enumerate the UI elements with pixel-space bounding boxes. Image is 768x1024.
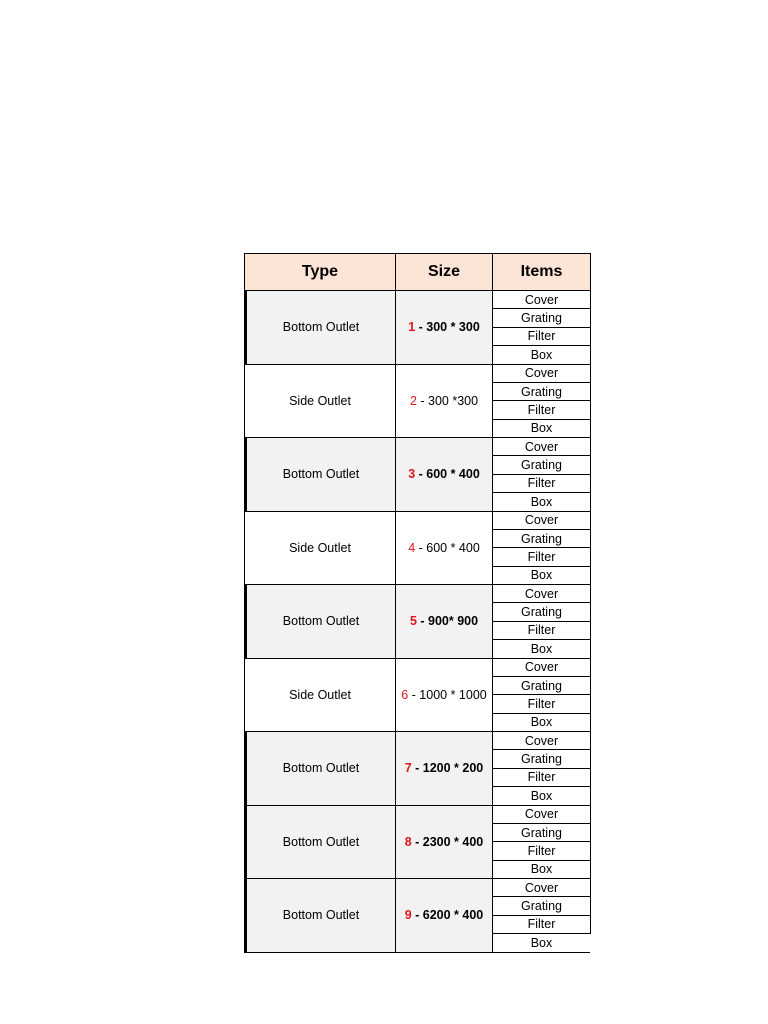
size-dimensions: - 300 * 300 [415, 320, 480, 335]
product-table [244, 253, 591, 950]
size-cell [396, 438, 493, 511]
item-cover: Cover [493, 659, 590, 677]
item-filter: Filter [493, 328, 590, 346]
size-dimensions: - 600 * 400 [415, 540, 480, 555]
item-grating: Grating [493, 530, 590, 548]
size-cell [396, 732, 493, 805]
item-box: Box [530, 421, 553, 436]
item-filter: Filter [493, 916, 590, 934]
type-cell: Bottom Outlet [247, 438, 396, 511]
type-cell: Side Outlet [245, 659, 396, 732]
items-cell [493, 585, 590, 658]
item-filter: Filter [493, 842, 590, 860]
size-dimensions: - 1000 * 1000 [408, 687, 487, 702]
size-dimensions: - 2300 * 400 [411, 834, 484, 849]
item-grating: Grating [493, 383, 590, 401]
item-cover: Cover [493, 585, 590, 603]
size-dimensions: - 6200 * 400 [411, 908, 484, 923]
size-dimensions: - 300 *300 [416, 393, 479, 408]
table-header [244, 253, 590, 291]
items-cell [493, 806, 590, 879]
items-cell [493, 512, 590, 585]
type-cell: Bottom Outlet [247, 732, 396, 805]
table-row [244, 732, 590, 806]
item-box: Box [530, 568, 553, 583]
type-cell: Bottom Outlet [247, 585, 396, 658]
size-cell [396, 806, 493, 879]
item-filter: Filter [493, 401, 590, 419]
table-row [244, 512, 590, 586]
item-filter: Filter [493, 695, 590, 713]
size-cell [396, 659, 493, 732]
size-cell [396, 365, 493, 438]
size-number: 8 [404, 834, 412, 849]
item-cover: Cover [493, 879, 590, 897]
type-cell: Side Outlet [245, 365, 396, 438]
item-cover: Cover [493, 438, 590, 456]
item-box: Box [530, 715, 553, 730]
item-box: Box [530, 935, 553, 950]
table-row [244, 291, 590, 365]
header-size: Size [396, 254, 493, 290]
item-box: Box [530, 788, 553, 803]
items-cell [493, 438, 590, 511]
size-number: 9 [404, 908, 412, 923]
size-cell [396, 585, 493, 658]
type-cell: Bottom Outlet [247, 806, 396, 879]
item-filter: Filter [493, 622, 590, 640]
size-cell [396, 291, 493, 364]
size-number: 6 [401, 687, 409, 702]
items-cell [493, 365, 590, 438]
item-grating: Grating [493, 603, 590, 621]
type-cell: Side Outlet [245, 512, 396, 585]
item-cover: Cover [493, 291, 590, 309]
item-box: Box [530, 494, 553, 509]
table-row [244, 438, 590, 512]
header-items: Items [520, 263, 563, 280]
item-cover: Cover [493, 365, 590, 383]
item-filter: Filter [493, 548, 590, 566]
type-cell: Bottom Outlet [247, 879, 396, 952]
item-cover: Cover [493, 806, 590, 824]
item-cover: Cover [493, 512, 590, 530]
item-grating: Grating [493, 824, 590, 842]
item-box: Box [530, 862, 553, 877]
items-cell [493, 732, 590, 805]
size-dimensions: - 900* 900 [416, 614, 479, 629]
item-filter: Filter [493, 475, 590, 493]
size-dimensions: - 1200 * 200 [411, 761, 484, 776]
size-cell [396, 879, 493, 952]
table-row [244, 365, 590, 439]
item-grating: Grating [493, 897, 590, 915]
item-grating: Grating [493, 309, 590, 327]
items-cell [493, 291, 590, 364]
items-cell [493, 879, 590, 952]
table-row [244, 806, 590, 880]
size-number: 4 [408, 540, 416, 555]
size-cell [396, 512, 493, 585]
size-number: 3 [408, 467, 416, 482]
items-cell [493, 659, 590, 732]
size-number: 5 [409, 614, 417, 629]
size-dimensions: - 600 * 400 [415, 467, 480, 482]
header-type: Type [245, 254, 396, 290]
item-cover: Cover [493, 732, 590, 750]
item-box: Box [530, 347, 553, 362]
size-number: 2 [409, 393, 417, 408]
type-cell: Bottom Outlet [247, 291, 396, 364]
item-box: Box [530, 641, 553, 656]
table-row [244, 659, 590, 733]
table-body [244, 291, 590, 953]
size-number: 1 [408, 320, 416, 335]
table-row [244, 879, 590, 953]
table-row [244, 585, 590, 659]
item-grating: Grating [493, 456, 590, 474]
size-number: 7 [404, 761, 412, 776]
item-filter: Filter [493, 769, 590, 787]
item-grating: Grating [493, 750, 590, 768]
item-grating: Grating [493, 677, 590, 695]
